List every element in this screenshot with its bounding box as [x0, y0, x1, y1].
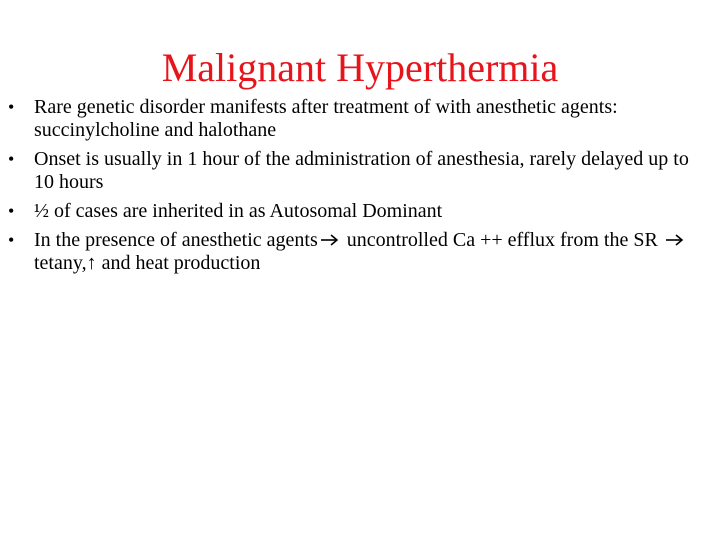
bullet-item [8, 200, 713, 223]
bullet-marker: • [8, 149, 15, 169]
bullet-marker: • [8, 97, 15, 117]
bullet-list [8, 96, 713, 281]
bullet-marker: • [8, 230, 15, 250]
right-arrow-icon [320, 233, 340, 247]
bullet-text-part: uncontrolled Ca ++ efflux from the SR [341, 229, 663, 251]
right-arrow-icon [665, 233, 685, 247]
bullet-item [8, 148, 713, 194]
bullet-item [8, 96, 713, 142]
bullet-text: Onset is usually in 1 hour of the administration of anesthesia, rarely delayed up to 10 hours [34, 148, 689, 193]
bullet-text: Rare genetic disorder manifests after treatment of with anesthetic agents: succinylcholine and halothane [34, 96, 618, 141]
bullet-item [8, 229, 713, 275]
bullet-text: ½ of cases are inherited in as Autosomal Dominant [34, 200, 443, 222]
slide-title: Malignant Hyperthermia [161, 45, 559, 90]
bullet-marker: • [8, 201, 15, 221]
bullet-text-part: tetany,↑ and heat production [34, 252, 261, 274]
bullet-text-part: In the presence of anesthetic agents [34, 229, 318, 251]
